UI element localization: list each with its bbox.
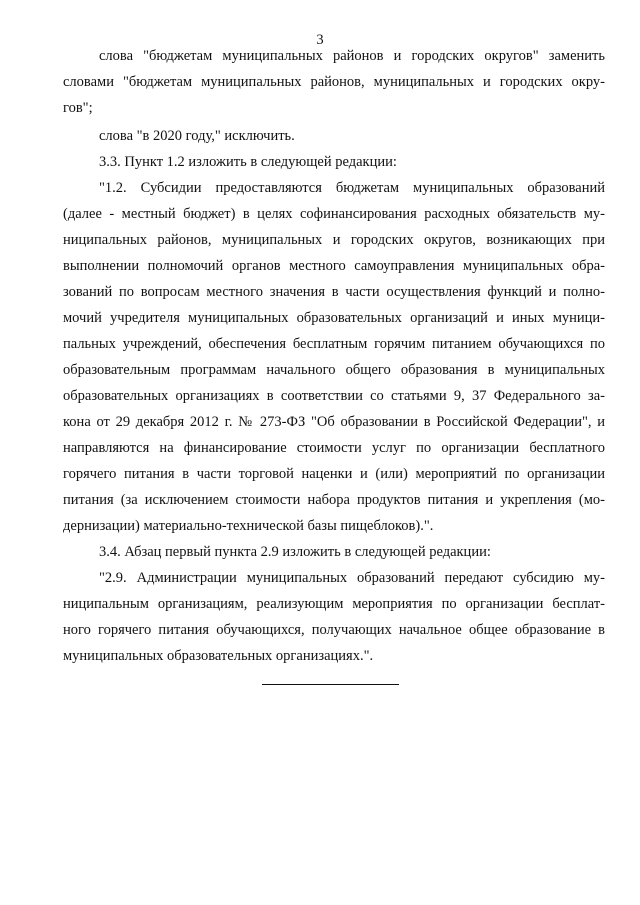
text-line: образовательных организациях в соответствии со статьями 9, 37 Федерального за-: [63, 388, 605, 404]
text-line: слова "бюджетам муниципальных районов и городских округов" заменить: [99, 48, 605, 64]
text-line: ного горячего питания обучающихся, получающих начальное общее образование в: [63, 622, 605, 638]
text-line: "1.2. Субсидии предоставляются бюджетам муниципальных образований: [99, 180, 605, 196]
text-line: гов";: [63, 100, 93, 116]
page-number: 3: [316, 32, 324, 48]
text-line: дернизации) материально-технической базы пищеблоков).".: [63, 518, 434, 534]
text-line: муниципальных образовательных организациях.".: [63, 648, 374, 664]
text-line: "2.9. Администрации муниципальных образований передают субсидию му-: [99, 570, 605, 586]
text-line: ниципальным организациям, реализующим мероприятия по организации бесплат-: [63, 596, 605, 612]
text-line: выполнении полномочий органов местного самоуправления муниципальных обра-: [63, 258, 605, 274]
text-line: пальных учреждений, обеспечения бесплатным горячим питанием обучающихся по: [63, 336, 605, 352]
text-line: ниципальных районов, муниципальных и городских округов, возникающих при: [63, 232, 605, 248]
closing-separator-line: [262, 684, 399, 685]
text-line: мочий учредителя муниципальных образовательных организаций и иных муници-: [63, 310, 605, 326]
text-line: 3.4. Абзац первый пункта 2.9 изложить в следующей редакции:: [99, 544, 491, 560]
text-line: (далее - местный бюджет) в целях софинансирования расходных обязательств му-: [63, 206, 605, 222]
text-line: 3.3. Пункт 1.2 изложить в следующей редакции:: [99, 154, 397, 170]
text-line: словами "бюджетам муниципальных районов, муниципальных и городских окру-: [63, 74, 605, 90]
text-line: зований по вопросам местного значения в части осуществления функций и полно-: [63, 284, 605, 300]
text-line: горячего питания в части торговой наценки и (или) мероприятий по организации: [63, 466, 605, 482]
text-line: слова "в 2020 году," исключить.: [99, 128, 295, 144]
text-line: направляются на финансирование стоимости услуг по организации бесплатного: [63, 440, 605, 456]
text-line: кона от 29 декабря 2012 г. № 273-ФЗ "Об образовании в Российской Федерации", и: [63, 414, 605, 430]
text-line: образовательным программам начального общего образования в муниципальных: [63, 362, 605, 378]
text-line: питания (за исключением стоимости набора продуктов питания и укрепления (мо-: [63, 492, 605, 508]
